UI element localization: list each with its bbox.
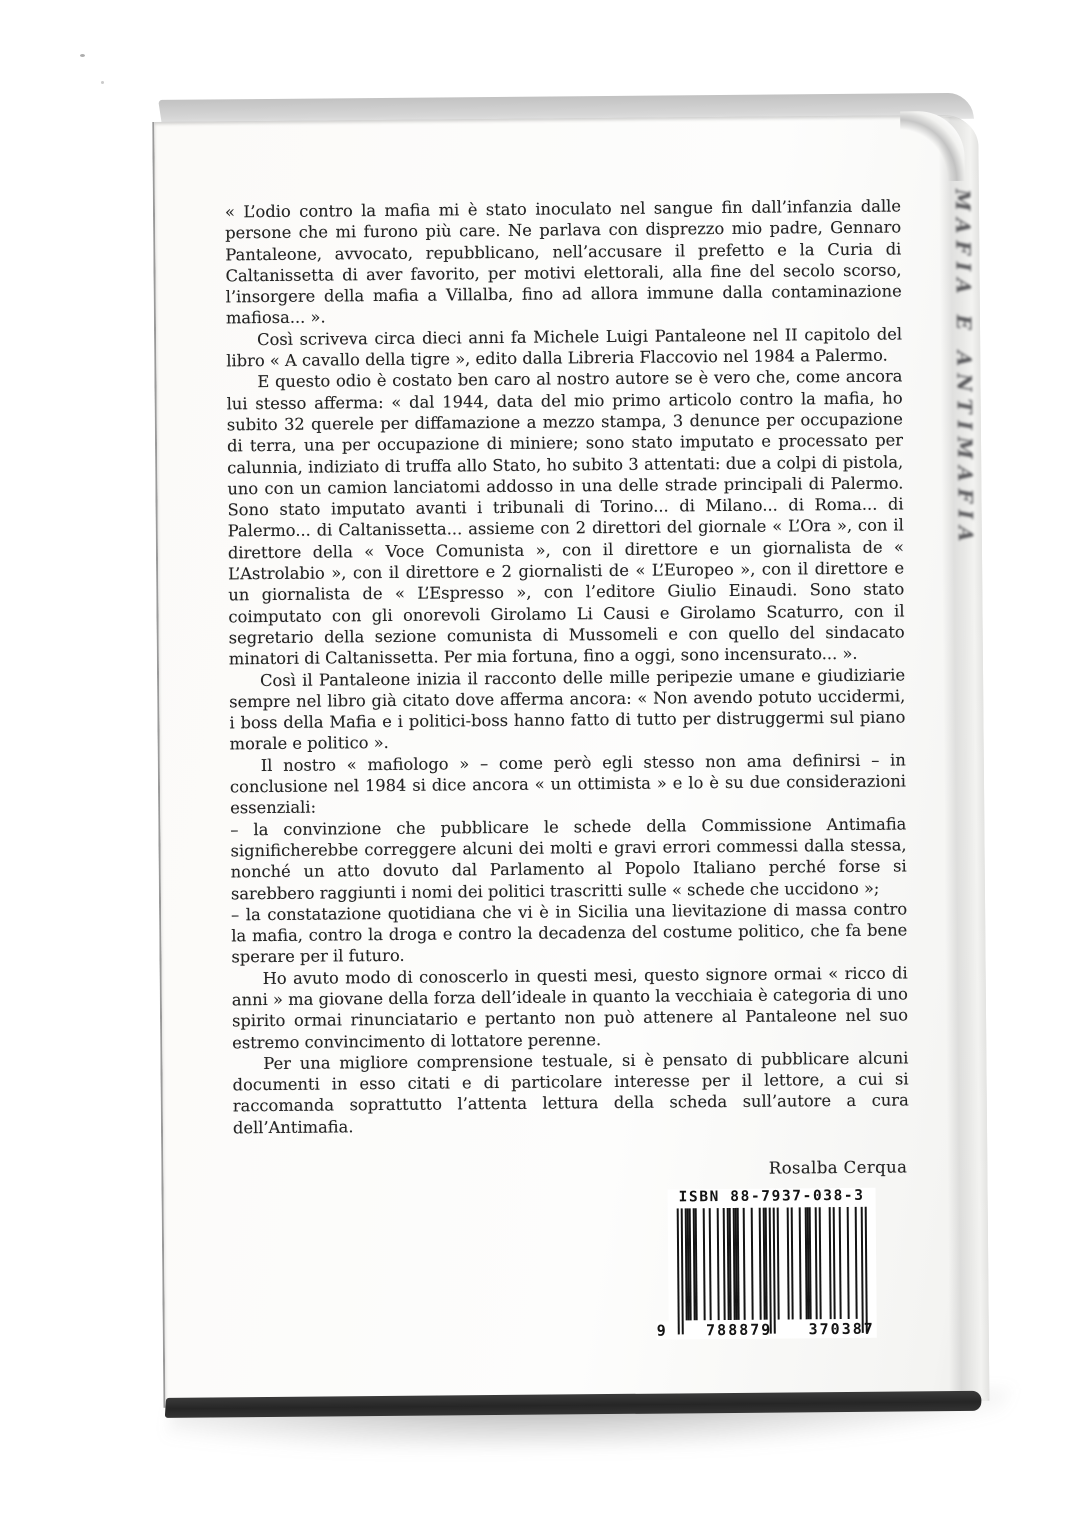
ean-first-digit: 9	[656, 1321, 668, 1340]
paragraph: Così il Pantaleone inizia il racconto delle mille peripezie umane e giudiziarie sempre nel libro già citato dove afferma ancora: « Non avendo potuto uccidermi, i boss della Mafia e i politici-boss hanno fatto di tutto per distruggermi sul piano morale e politico ».	[229, 664, 906, 754]
author-signature: Rosalba Cerqua	[768, 1157, 908, 1178]
spine-title: MAFIA E ANTIMAFIA	[950, 188, 978, 549]
isbn-label: ISBN 88-7937-038-3	[678, 1187, 865, 1206]
paragraph: E questo odio è costato ben caro al nostro autore se è vero che, come ancora lui stesso afferma: « dal 1944, data del mio primo articolo contro la mafia, ho subito 32 querele per diffamazione a mezzo stampa, 3 denunce per occupazione di terra, una per occupazione di miniere; sono stato imputato e processato per calunnia, indiziato di truffa allo Stato, ho subito 3 attentati: due a colpi di pistola, uno con un camion lanciatomi addosso in una delle strade principali di Palermo. Sono stato imputato avanti i tribunali di Torino... di Milano... di Roma... di Palermo... di Caltanissetta... assieme con 2 direttori del giornale « L’Ora », con il direttore della « Voce Comunista », con il direttore e un giornalista de « L’Astrolabio », con il direttore e 2 giornalisti de « L’Europeo », con il direttore e un giornalista de « L’Espresso », con l’editore Giulio Einaudi. Sono stato coimputato con gli onorevoli Girolamo Li Causi e Girolamo Scaturro, con il segretario della sezione comunista di Mussomeli e con quello del sindacato minatori di Caltanissetta. Per mia fortuna, fino a oggi, sono incensurato... ».	[226, 366, 905, 669]
book-back-cover	[150, 93, 989, 1418]
isbn-block	[656, 1187, 877, 1340]
barcode-digits	[656, 1319, 877, 1340]
paragraph: Così scriveva circa dieci anni fa Michele Luigi Pantaleone nel II capitolo del libro « A cavallo della tigre », edito dalla Libreria Flaccovio nel 1984 a Palermo.	[226, 324, 903, 371]
scan-speck	[80, 54, 85, 57]
cover-text-block	[225, 195, 910, 1183]
paragraph-dash-item: – la convinzione che pubblicare le schede della Commissione Antimafia significherebbe correggere alcuni dei molti e gravi errori commessi dalla stessa, nonché un atto dovuto dal Parlamento al Popolo Italiano perché forse si sarebbero raggiunti i nomi dei politici trascritti sulle « schede che uccidono »;	[230, 814, 907, 903]
ean-right-group: 370387	[808, 1319, 875, 1339]
ean-left-group: 788879	[706, 1320, 773, 1340]
paragraph: « L’odio contro la mafia mi è stato inoculato nel sangue fin dall’infanzia dalle persone che mi furono più care. Ne parlava con disprezzo mio padre, Gennaro Pantaleone, avvocato, repubblicano, nell’accusare il prefetto e la Curia di Caltanissetta di aver favorito, per motivi elettorali, alla fine del secolo scorso, l’insorgere della mafia a Villalba, fino ad allora immune dalla contaminazione mafiosa... ».	[224, 196, 902, 328]
ean13-barcode	[668, 1207, 877, 1335]
scan-speck	[101, 81, 104, 84]
cover-surface	[152, 115, 989, 1408]
paragraph: Il nostro « mafiologo » – come però egli stesso non ama definirsi – in conclusione nel 1984 si dice ancora « un ottimista » e lo è su due considerazioni essenziali:	[229, 750, 907, 818]
paragraph: Per una migliore comprensione testuale, si è pensato di pubblicare alcuni documenti in esso citati e di particolare interesse per il lettore, a cui si raccomanda soprattutto l’attenta lettura della scheda sull’autore a cura dell’Antimafia.	[232, 1048, 909, 1138]
paragraph: Ho avuto modo di conoscerlo in questi mesi, questo signore ormai « ricco di anni » ma giovane della forza dell’ideale in quanto la vecchiaia è categoria di uno spirito ormai rinunciatario e pertanto non può attenere al Pantaleone nel suo estremo convincimento di lottatore perenne.	[231, 963, 909, 1052]
paragraph-dash-item: – la constatazione quotidiana che vi è in Sicilia una lievitazione di massa contro la mafia, contro la droga e contro la decadenza del costume politico, che fa bene sperare per il futuro.	[231, 899, 908, 967]
